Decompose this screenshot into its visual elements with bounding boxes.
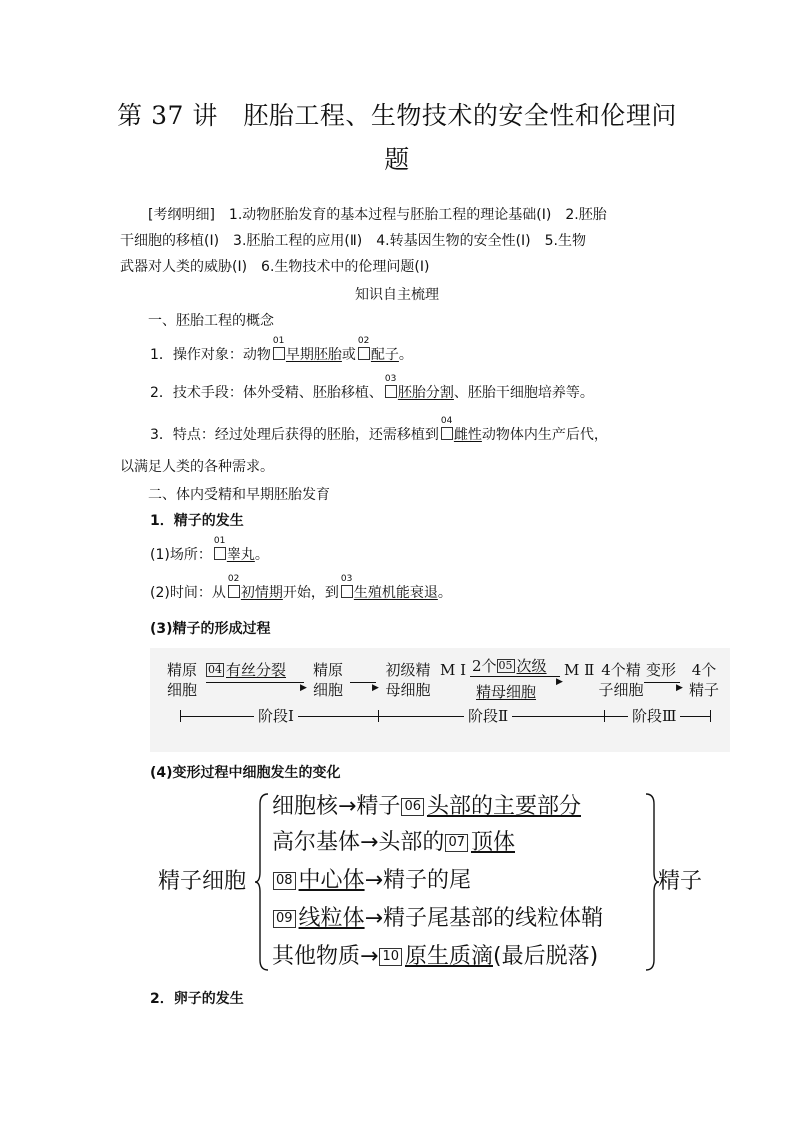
part1-item1: 1．操作对象：动物 01 早期胚胎或 02 配子。 bbox=[150, 336, 413, 363]
oocyte-subheading: 2．卵子的发生 bbox=[150, 991, 244, 1007]
stage-tick bbox=[604, 710, 605, 722]
syllabus-line3: 武器对人类的威胁(Ⅰ) 6.生物技术中的伦理问题(Ⅰ) bbox=[120, 259, 430, 275]
flow-arrow-mitosis-label bbox=[206, 660, 286, 680]
part1-item2: 2．技术手段：体外受精、胚胎移植、 03 胚胎分割、胚胎干细胞培养等。 bbox=[150, 374, 594, 401]
blank-number: 07 bbox=[445, 834, 468, 852]
answer: 睾丸 bbox=[226, 547, 255, 563]
spermatogenesis-flow-diagram bbox=[150, 648, 730, 752]
flow-arrow-m2-label: M Ⅱ bbox=[564, 661, 595, 679]
answer: 原生质滴 bbox=[404, 944, 493, 969]
blank-number: 08 bbox=[273, 872, 296, 890]
arrow-head-icon: ▶ bbox=[372, 683, 379, 693]
answer: 初情期 bbox=[240, 585, 283, 601]
flow-arrow bbox=[206, 682, 304, 683]
flow-arrow-transform-label: 变形 bbox=[646, 661, 677, 679]
answer: 线粒体 bbox=[298, 906, 365, 931]
part1-heading: 一、胚胎工程的概念 bbox=[148, 313, 274, 329]
spermatid-label: 精子细胞 bbox=[158, 869, 247, 894]
syllabus-line1: [考纲明细] 1.动物胚胎发育的基本过程与胚胎工程的理论基础(Ⅰ) 2.胚胎 bbox=[148, 207, 607, 223]
flow-arrow bbox=[470, 676, 560, 677]
section-title: 知识自主梳理 bbox=[355, 287, 439, 303]
answer: 次级 bbox=[516, 657, 547, 675]
change-row-centriole: 08 中心体→精子的尾 bbox=[272, 862, 471, 900]
stage-label-1: 阶段Ⅰ bbox=[254, 706, 298, 726]
arrow-head-icon: ▶ bbox=[556, 677, 563, 687]
blank-number: 04 bbox=[208, 663, 222, 676]
sperm-subheading: 1．精子的发生 bbox=[150, 513, 244, 529]
time-line: (2)时间：从 02 初情期开始，到 03 生殖机能衰退。 bbox=[150, 574, 452, 601]
left-brace-icon bbox=[254, 792, 270, 972]
part1-item3-cont: 以满足人类的各种需求。 bbox=[120, 459, 274, 475]
change-row-other: 其他物质→ 10 原生质滴(最后脱落) bbox=[272, 944, 599, 969]
blank-marker: 03 bbox=[385, 385, 397, 398]
blank-number: 09 bbox=[273, 910, 296, 928]
page-title-line1: 第 37 讲 胚胎工程、生物技术的安全性和伦理问 bbox=[117, 101, 677, 130]
stage-label-3: 阶段Ⅲ bbox=[628, 706, 680, 726]
stage-tick bbox=[180, 710, 181, 722]
answer: 头部的主要部分 bbox=[426, 794, 581, 819]
answer: 精母细胞 bbox=[476, 683, 537, 701]
transformation-diagram bbox=[150, 788, 720, 978]
blank-number: 10 bbox=[379, 948, 402, 966]
blank-marker: 01 bbox=[273, 347, 285, 360]
flow-node-spermatid: 4个精 子细胞 bbox=[598, 661, 644, 699]
change-heading: (4)变形过程中细胞发生的变化 bbox=[150, 765, 341, 781]
blank-number: 06 bbox=[401, 798, 424, 816]
flow-arrow bbox=[644, 682, 680, 683]
answer: 生殖机能衰退 bbox=[353, 585, 438, 601]
place-line: (1)场所： 01 睾丸。 bbox=[150, 536, 269, 563]
arrow-head-icon: ▶ bbox=[300, 683, 307, 693]
answer: 顶体 bbox=[470, 830, 515, 855]
formation-heading: (3)精子的形成过程 bbox=[150, 621, 271, 637]
blank-number: 05 bbox=[498, 659, 513, 672]
answer: 有丝分裂 bbox=[226, 661, 287, 679]
answer: 雌性 bbox=[453, 427, 482, 443]
answer: 早期胚胎 bbox=[285, 347, 342, 363]
flow-node-spermatogonium: 精原 细胞 bbox=[166, 661, 197, 699]
part2-heading: 二、体内受精和早期胚胎发育 bbox=[148, 487, 330, 503]
blank-marker: 02 bbox=[228, 585, 240, 598]
flow-node-sperm: 4个 精子 bbox=[688, 661, 719, 699]
change-row-golgi: 高尔基体→头部的 07 顶体 bbox=[272, 830, 515, 855]
blank-marker: 03 bbox=[341, 585, 353, 598]
stage-tick bbox=[710, 710, 711, 722]
part1-item3: 3．特点：经过处理后获得的胚胎，还需移植到 04 雌性动物体内生产后代， bbox=[150, 416, 608, 443]
blank-marker: 01 bbox=[214, 547, 226, 560]
answer: 配子 bbox=[370, 347, 399, 363]
stage-label-2: 阶段Ⅱ bbox=[464, 706, 512, 726]
flow-arrow-m1-label: M Ⅰ bbox=[440, 661, 467, 679]
answer: 中心体 bbox=[298, 868, 365, 893]
blank-marker: 02 bbox=[358, 347, 370, 360]
blank-marker: 04 bbox=[441, 427, 453, 440]
flow-node-spermatogonium-2: 精原 细胞 bbox=[312, 661, 343, 699]
flow-node-secondary-spermatocyte: 2个 05 次级 bbox=[472, 657, 547, 675]
change-row-mitochondria: 09 线粒体→精子尾基部的线粒体鞘 bbox=[272, 900, 603, 938]
syllabus-line2: 干细胞的移植(Ⅰ) 3.胚胎工程的应用(Ⅱ) 4.转基因生物的安全性(Ⅰ) 5.生物 bbox=[120, 233, 586, 249]
flow-node-primary-spermatocyte: 初级精 母细胞 bbox=[385, 661, 431, 699]
answer: 胚胎分割 bbox=[397, 385, 454, 401]
page-title-line2: 题 bbox=[384, 145, 410, 174]
change-row-nucleus: 细胞核→精子 06 头部的主要部分 bbox=[272, 794, 581, 819]
sperm-label: 精子 bbox=[658, 869, 703, 894]
stage-tick bbox=[378, 710, 379, 722]
arrow-head-icon: ▶ bbox=[676, 683, 683, 693]
